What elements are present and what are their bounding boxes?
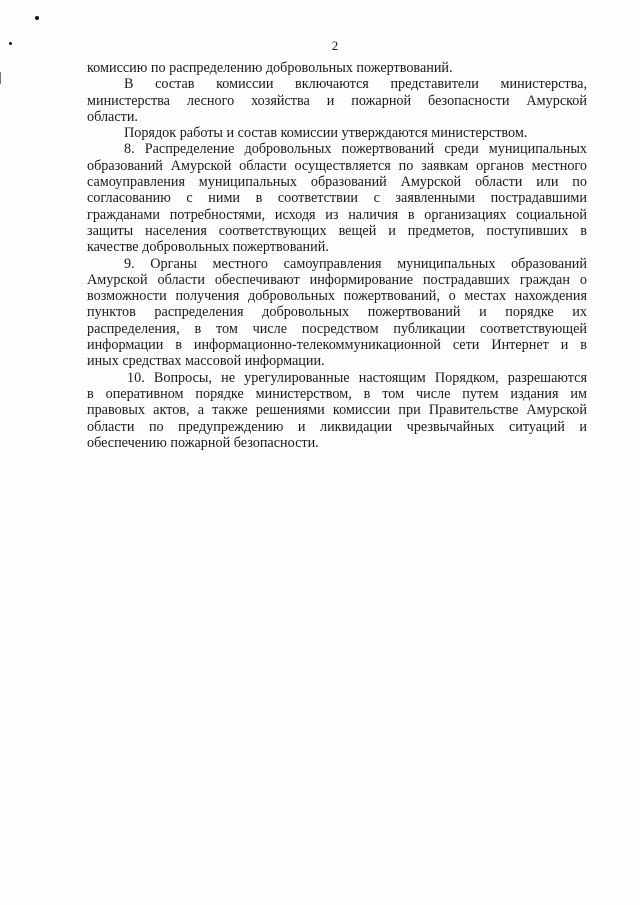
scan-edge-mark [0,72,1,84]
text-line: 8. Распределение добровольных пожертвований среди муниципальных [124,141,587,158]
text-line: согласованию с ними в соответствии с заявленными пострадавшими [87,190,587,207]
text-line: 9. Органы местного самоуправления муниципальных образований [124,255,587,272]
text-line: 10. Вопросы, не урегулированные настоящим Порядком, разрешаются [127,369,587,386]
text-line: распределения, в том числе посредством публикации соответствующей [87,320,587,337]
text-line: министерства лесного хозяйства и пожарной безопасности Амурской [87,92,587,109]
paragraph [87,141,587,255]
document-body [87,60,587,451]
paragraph [87,60,587,76]
text-line: пунктов распределения добровольных пожертвований и порядке их [87,304,587,321]
text-line: информации в информационно-телекоммуникационной сети Интернет и в [87,337,587,354]
paragraph [87,256,587,370]
text-line: качестве добровольных пожертвований. [87,239,329,256]
text-line: защиты населения соответствующих вещей и предметов, поступивших в [87,222,587,239]
text-line: образований Амурской области осуществляется по заявкам органов местного [87,157,587,174]
paragraph [87,76,587,125]
paragraph [87,370,587,451]
text-line: Порядок работы и состав комиссии утверждаются министерством. [124,125,528,142]
paragraph [87,125,587,141]
text-line: области. [87,108,138,125]
text-line: иных средствах массовой информации. [87,353,325,370]
text-line: правовых актов, а также решениями комиссии при Правительстве Амурской [87,402,587,419]
text-line: комиссию по распределению добровольных пожертвований. [87,60,453,76]
text-line: области по предупреждению и ликвидации чрезвычайных ситуаций и [87,418,587,435]
text-line: обеспечению пожарной безопасности. [87,434,319,451]
scan-speck [35,16,39,20]
text-line: гражданами потребностями, исходя из наличия в организациях социальной [87,206,587,223]
text-line: возможности получения добровольных пожертвований, о местах нахождения [87,288,587,305]
text-line: самоуправления муниципальных образований Амурской области или по [87,174,587,191]
text-line: В состав комиссии включаются представители министерства, [124,76,587,93]
page-number: 2 [331,38,339,53]
text-line: в оперативном порядке министерством, в том числе путем издания им [87,385,587,402]
text-line: Амурской области обеспечивают информирование пострадавших граждан о [87,271,587,288]
